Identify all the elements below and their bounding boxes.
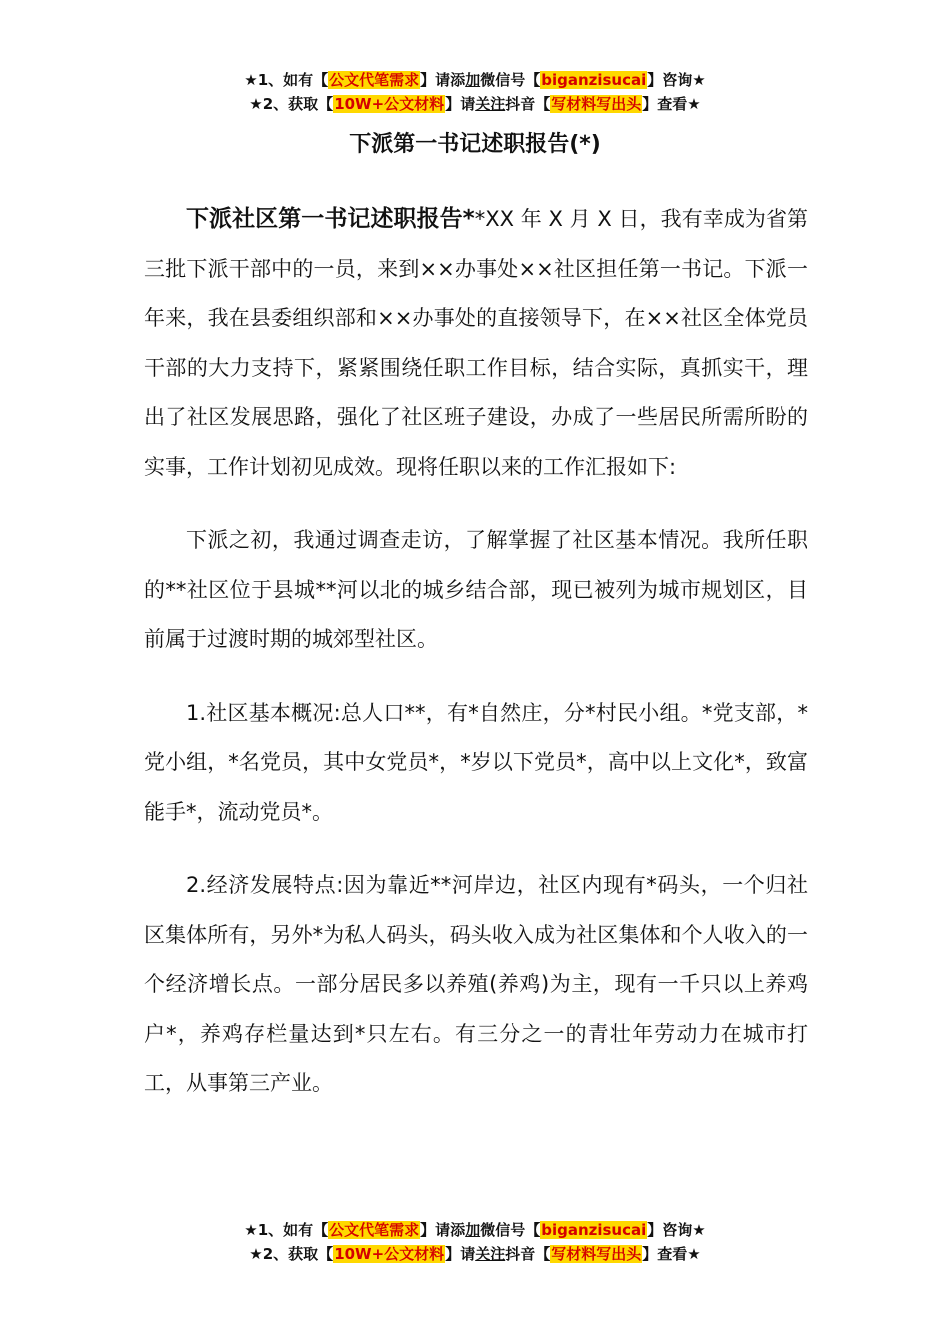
banner-text: 】咨询★ — [647, 1221, 706, 1239]
banner-text: 】请添 — [420, 71, 466, 89]
footer-banner — [0, 1218, 950, 1266]
banner-underlined-text: 加 — [465, 1221, 481, 1239]
paragraph-overview: 1.社区基本概况:总人口**，有*自然庄，分*村民小组。*党支部，*党小组，*名党员，其中女党员*，*岁以下党员*，高中以上文化*，致富能手*，流动党员*。 — [144, 700, 808, 824]
page-title: 下派第一书记述职报告(*) — [349, 132, 601, 157]
banner-text: 】查看★ — [642, 1245, 701, 1263]
banner-text: ★2、获取【 — [249, 1245, 334, 1263]
paragraph-intro — [144, 195, 808, 492]
banner-text: 抖音【 — [505, 95, 551, 113]
banner-line-1 — [0, 1218, 950, 1242]
header-banner — [0, 68, 950, 116]
paragraph-background: 下派之初，我通过调查走访，了解掌握了社区基本情况。我所任职的**社区位于县城**河以北的城乡结合部，现已被列为城市规划区，目前属于过渡时期的城郊型社区。 — [144, 528, 808, 651]
highlight-wechat-id: biganzisucai — [541, 71, 647, 89]
banner-text: ★1、如有【 — [244, 71, 329, 89]
highlight-materials: 10W+公文材料 — [334, 1245, 445, 1263]
banner-text: ★1、如有【 — [244, 1221, 329, 1239]
banner-text: 】咨询★ — [647, 71, 706, 89]
report-heading: 下派社区第一书记述职报告* — [186, 206, 475, 232]
banner-line-2 — [0, 92, 950, 116]
banner-text: 微信号【 — [480, 71, 541, 89]
banner-line-2 — [0, 1242, 950, 1266]
banner-text: 】请添 — [420, 1221, 466, 1239]
highlight-materials: 10W+公文材料 — [334, 95, 445, 113]
highlight-service: 公文代笔需求 — [329, 71, 420, 89]
banner-underlined-text: 关注 — [475, 1245, 506, 1263]
paragraph-economy: 2.经济发展特点:因为靠近**河岸边，社区内现有*码头，一个归社区集体所有，另外*为私人码头，码头收入成为社区集体和个人收入的一个经济增长点。一部分居民多以养殖(养鸡)为主，现有一千只以上养鸡户*，养鸡存栏量达到*只左右。有三分之一的青壮年劳动力在城市打工，从事第三产业。 — [144, 873, 808, 1095]
banner-text: 】请 — [445, 95, 476, 113]
banner-line-1 — [0, 68, 950, 92]
banner-underlined-text: 加 — [465, 71, 481, 89]
highlight-wechat-id: biganzisucai — [541, 1221, 647, 1239]
banner-underlined-text: 关注 — [475, 95, 506, 113]
paragraph-text: *XX 年 X 月 X 日，我有幸成为省第三批下派干部中的一员，来到××办事处××社区担任第一书记。下派一年来，我在县委组织部和××办事处的直接领导下，在××社区全体党员干部的大力支持下，紧紧围绕任职工作目标，结合实际，真抓实干，理出了社区发展思路，强化了社区班子建设，办成了一些居民所需所盼的实事，工作计划初见成效。现将任职以来的工作汇报如下: — [144, 207, 808, 479]
banner-text: 微信号【 — [480, 1221, 541, 1239]
highlight-service: 公文代笔需求 — [329, 1221, 420, 1239]
highlight-douyin-account: 写材料写出头 — [551, 95, 642, 113]
highlight-douyin-account: 写材料写出头 — [551, 1245, 642, 1263]
document-body — [144, 195, 808, 1133]
banner-text: 】查看★ — [642, 95, 701, 113]
banner-text: 】请 — [445, 1245, 476, 1263]
banner-text: 抖音【 — [505, 1245, 551, 1263]
banner-text: ★2、获取【 — [249, 95, 334, 113]
